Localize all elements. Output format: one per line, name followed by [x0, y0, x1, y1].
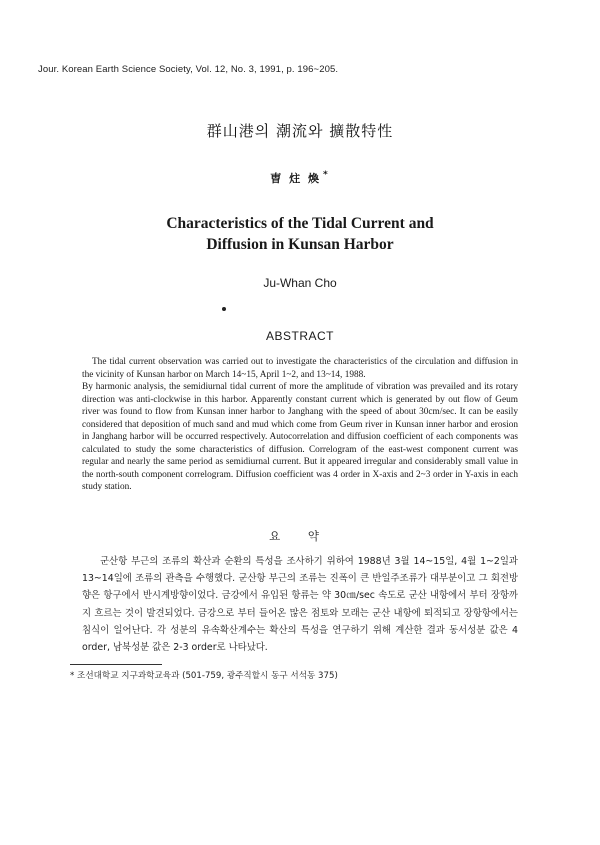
abstract-body: [82, 356, 518, 494]
english-title-line-2: Diffusion in Kunsan Harbor: [206, 236, 394, 253]
english-title-line-1: Characteristics of the Tidal Current and: [166, 215, 434, 232]
korean-abstract-paragraph: 군산항 부근의 조류의 확산과 순환의 특성을 조사하기 위하여 1988년 3월 14~15일, 4월 1~2일과 13~14일에 조류의 관측을 수행했다. 군산항 부근의 조류는 진폭이 큰 반일주조류가 대부분이고 그 회전방향은 항구에서 반시계방향이었다. 금강에서 유입된 항류는 약 30㎝/sec 속도로 군산 내항에서 부터 장항까지 흐르는 것이 발견되었다. 금강으로 부터 들어온 많은 점토와 모래는 군산 내항에 퇴적되고 장항항에서는 침식이 일어난다. 각 성분의 유속확산계수는 확산의 특성을 연구하기 위해 계산한 결과 동서성분 값은 4 order, 남북성분 값은 2-3 order로 나타났다.: [82, 556, 518, 654]
journal-reference: Jour. Korean Earth Science Society, Vol. 12, No. 3, 1991, p. 196~205.: [38, 64, 339, 75]
korean-abstract-heading: 요 약: [269, 529, 331, 543]
korean-title: 群山港의 潮流와 擴散特性: [206, 122, 394, 140]
english-author: Ju-Whan Cho: [263, 276, 337, 290]
abstract-paragraph-1: The tidal current observation was carried out to investigate the characteristics of the circulation and diffusion in the vicinity of Kunsan harbor on March 14~15, April 1~2, and 13~14, 1988.: [82, 357, 518, 380]
english-title: [0, 213, 600, 255]
footnote-divider: [70, 664, 162, 665]
korean-author: [0, 170, 600, 186]
korean-author-mark: *: [322, 170, 330, 180]
korean-abstract-body: [82, 553, 518, 656]
footnote: * 조선대학교 지구과학교육과 (501-759, 광주직할시 동구 서석동 375): [70, 671, 338, 681]
abstract-paragraph-2: By harmonic analysis, the semidiurnal tidal current of more the amplitude of vibration was prevailed and its rotary direction was anti-clockwise in this harbor. Apparently constant current which is generated by out flow of Geum river was found to flow from Kunsan inner harbor to Janghang with the speed of about 30cm/sec. It can be easily considered that deposition of much sand and mud which come from Geum river in Kunsan inner harbor and erosion in Janghang harbor will be occurred respectively. Autocorrelation and diffusion coefficient of each components was calculated to study the some characteristics of diffusion. Correlogram of the east-west component current was regular and nearly the same period as semidiurnal current. But it appeared irregular and considerably small value in the north-south component correlogram. Diffusion coefficient was 4 order in X-axis and 2~3 order in Y-axis in each study station.: [82, 382, 518, 492]
korean-author-name: 曺 炷 煥: [270, 172, 321, 185]
affiliation-mark: [222, 307, 226, 311]
abstract-heading: ABSTRACT: [265, 329, 334, 343]
